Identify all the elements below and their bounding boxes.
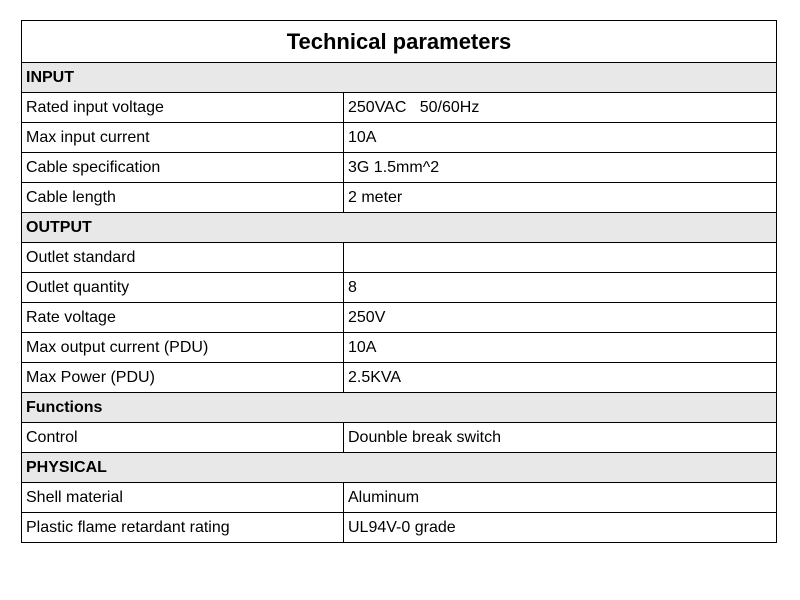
table-row	[22, 303, 777, 333]
row-value: Aluminum	[344, 483, 777, 513]
section-row-input	[22, 63, 777, 93]
row-label: Max input current	[22, 123, 344, 153]
row-value: 10A	[344, 123, 777, 153]
row-label: Outlet standard	[22, 243, 344, 273]
row-label: Rated input voltage	[22, 93, 344, 123]
table-row	[22, 333, 777, 363]
row-value: 250VAC 50/60Hz	[344, 93, 777, 123]
table-row	[22, 363, 777, 393]
row-value: 2 meter	[344, 183, 777, 213]
row-value: 3G 1.5mm^2	[344, 153, 777, 183]
row-label: Max Power (PDU)	[22, 363, 344, 393]
table-row	[22, 513, 777, 543]
table-row	[22, 183, 777, 213]
section-heading: PHYSICAL	[22, 453, 777, 483]
table-row	[22, 123, 777, 153]
row-value	[344, 243, 777, 273]
section-row-output	[22, 213, 777, 243]
row-label: Control	[22, 423, 344, 453]
row-value: UL94V-0 grade	[344, 513, 777, 543]
row-label: Cable length	[22, 183, 344, 213]
row-label: Max output current (PDU)	[22, 333, 344, 363]
row-label: Outlet quantity	[22, 273, 344, 303]
section-heading: Functions	[22, 393, 777, 423]
row-value: 10A	[344, 333, 777, 363]
row-value: 8	[344, 273, 777, 303]
row-label: Rate voltage	[22, 303, 344, 333]
row-value: Dounble break switch	[344, 423, 777, 453]
row-label: Cable specification	[22, 153, 344, 183]
section-row-functions	[22, 393, 777, 423]
table-row	[22, 423, 777, 453]
title-row	[22, 21, 777, 63]
table-row	[22, 273, 777, 303]
section-heading: INPUT	[22, 63, 777, 93]
technical-parameters-table	[21, 20, 777, 543]
row-label: Plastic flame retardant rating	[22, 513, 344, 543]
table-row	[22, 153, 777, 183]
table-row	[22, 243, 777, 273]
table-row	[22, 483, 777, 513]
table-title: Technical parameters	[22, 21, 777, 63]
section-row-physical	[22, 453, 777, 483]
row-value: 250V	[344, 303, 777, 333]
section-heading: OUTPUT	[22, 213, 777, 243]
table-row	[22, 93, 777, 123]
row-label: Shell material	[22, 483, 344, 513]
row-value: 2.5KVA	[344, 363, 777, 393]
